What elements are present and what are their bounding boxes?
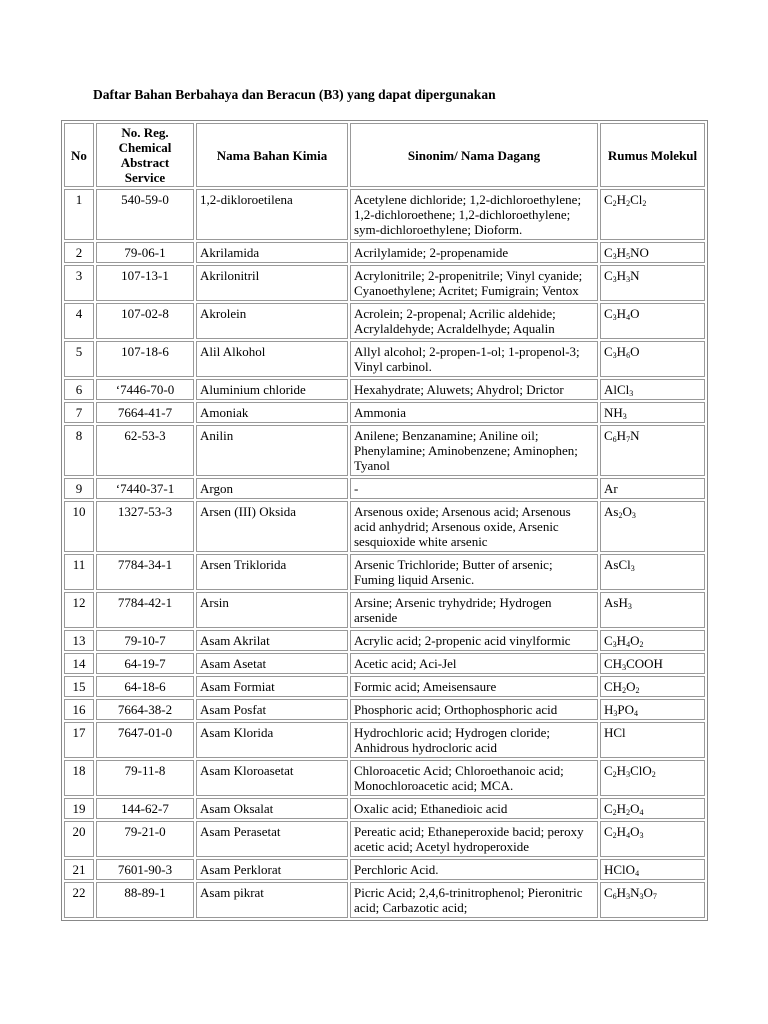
chemical-name-cell: Arsin bbox=[196, 592, 348, 628]
table-row bbox=[64, 189, 705, 240]
row-number-cell: 20 bbox=[64, 821, 94, 857]
document-title: Daftar Bahan Berbahaya dan Beracun (B3) yang dapat dipergunakan bbox=[93, 87, 496, 102]
cas-number-cell: 107-13-1 bbox=[96, 265, 194, 301]
table-row bbox=[64, 402, 705, 423]
synonyms-cell: Hexahydrate; Aluwets; Ahydrol; Drictor bbox=[350, 379, 598, 400]
chemical-name-cell: Asam Asetat bbox=[196, 653, 348, 674]
cas-number-cell: 79-06-1 bbox=[96, 242, 194, 263]
table-row bbox=[64, 653, 705, 674]
synonyms-cell: Pereatic acid; Ethaneperoxide bacid; peroxy acetic acid; Acetyl hydroperoxide bbox=[350, 821, 598, 857]
synonyms-cell: Formic acid; Ameisensaure bbox=[350, 676, 598, 697]
chemical-name-cell: Anilin bbox=[196, 425, 348, 476]
chemical-name-cell: Alil Alkohol bbox=[196, 341, 348, 377]
table-row bbox=[64, 760, 705, 796]
row-number-cell: 21 bbox=[64, 859, 94, 880]
synonyms-cell: Acrolein; 2-propenal; Acrilic aldehide; Acrylaldehyde; Acraldelhyde; Aqualin bbox=[350, 303, 598, 339]
molecular-formula-cell: $C_3H_5NO$ bbox=[600, 242, 705, 263]
molecular-formula-cell: $C_3H_6O$ bbox=[600, 341, 705, 377]
synonyms-cell: Acetylene dichloride; 1,2-dichloroethylene; 1,2-dichloroethene; 1,2-dichloroethylene; sym-dichloroethylene; Dioform. bbox=[350, 189, 598, 240]
header-molecular-formula: Rumus Molekul bbox=[600, 123, 705, 187]
row-number-cell: 11 bbox=[64, 554, 94, 590]
chemical-name-cell: Argon bbox=[196, 478, 348, 499]
cas-number-cell: ‘7446-70-0 bbox=[96, 379, 194, 400]
chemical-name-cell: Arsen Triklorida bbox=[196, 554, 348, 590]
synonyms-cell: Acrylonitrile; 2-propenitrile; Vinyl cyanide; Cyanoethylene; Acritet; Fumigrain; Ventox bbox=[350, 265, 598, 301]
chemical-name-cell: 1,2-dikloroetilena bbox=[196, 189, 348, 240]
synonyms-cell: Picric Acid; 2,4,6-trinitrophenol; Pieronitric acid; Carbazotic acid; bbox=[350, 882, 598, 918]
synonyms-cell: Oxalic acid; Ethanedioic acid bbox=[350, 798, 598, 819]
molecular-formula-cell: $C_3H_4O$ bbox=[600, 303, 705, 339]
molecular-formula-cell: $H_3PO_4$ bbox=[600, 699, 705, 720]
synonyms-cell: Hydrochloric acid; Hydrogen cloride; Anhidrous hydrocloric acid bbox=[350, 722, 598, 758]
row-number-cell: 10 bbox=[64, 501, 94, 552]
row-number-cell: 6 bbox=[64, 379, 94, 400]
row-number-cell: 16 bbox=[64, 699, 94, 720]
row-number-cell: 12 bbox=[64, 592, 94, 628]
cas-number-cell: 79-10-7 bbox=[96, 630, 194, 651]
synonyms-cell: Acetic acid; Aci-Jel bbox=[350, 653, 598, 674]
cas-number-cell: 1327-53-3 bbox=[96, 501, 194, 552]
cas-number-cell: 540-59-0 bbox=[96, 189, 194, 240]
chemical-name-cell: Asam Posfat bbox=[196, 699, 348, 720]
row-number-cell: 22 bbox=[64, 882, 94, 918]
table-row bbox=[64, 554, 705, 590]
header-synonyms: Sinonim/ Nama Dagang bbox=[350, 123, 598, 187]
header-no: No bbox=[64, 123, 94, 187]
cas-number-cell: 7601-90-3 bbox=[96, 859, 194, 880]
chemical-name-cell: Asam Perasetat bbox=[196, 821, 348, 857]
chemical-name-cell: Asam pikrat bbox=[196, 882, 348, 918]
molecular-formula-cell: HClO$_4$ bbox=[600, 859, 705, 880]
molecular-formula-cell: AlCl$_3$ bbox=[600, 379, 705, 400]
synonyms-cell: Ammonia bbox=[350, 402, 598, 423]
table-row bbox=[64, 859, 705, 880]
molecular-formula-cell: $C_2H_2O_4$ bbox=[600, 798, 705, 819]
synonyms-cell: Allyl alcohol; 2-propen-1-ol; 1-propenol-3; Vinyl carbinol. bbox=[350, 341, 598, 377]
table-row bbox=[64, 882, 705, 918]
table-row bbox=[64, 821, 705, 857]
table-header-row bbox=[64, 123, 705, 187]
synonyms-cell: Phosphoric acid; Orthophosphoric acid bbox=[350, 699, 598, 720]
molecular-formula-cell: AsH$_3$ bbox=[600, 592, 705, 628]
row-number-cell: 5 bbox=[64, 341, 94, 377]
chemical-name-cell: Asam Kloroasetat bbox=[196, 760, 348, 796]
table-row bbox=[64, 303, 705, 339]
table-row bbox=[64, 592, 705, 628]
row-number-cell: 15 bbox=[64, 676, 94, 697]
row-number-cell: 14 bbox=[64, 653, 94, 674]
synonyms-cell: Perchloric Acid. bbox=[350, 859, 598, 880]
molecular-formula-cell: $C_2H_2Cl_2$ bbox=[600, 189, 705, 240]
cas-number-cell: 64-18-6 bbox=[96, 676, 194, 697]
table-row bbox=[64, 722, 705, 758]
table-row bbox=[64, 699, 705, 720]
molecular-formula-cell: $C_2H_3ClO_2$ bbox=[600, 760, 705, 796]
row-number-cell: 7 bbox=[64, 402, 94, 423]
row-number-cell: 18 bbox=[64, 760, 94, 796]
cas-number-cell: 79-11-8 bbox=[96, 760, 194, 796]
molecular-formula-cell: $C_6H_3N_3O_7$ bbox=[600, 882, 705, 918]
cas-number-cell: 144-62-7 bbox=[96, 798, 194, 819]
chemical-name-cell: Asam Formiat bbox=[196, 676, 348, 697]
table-row bbox=[64, 242, 705, 263]
synonyms-cell: Anilene; Benzanamine; Aniline oil; Phenylamine; Aminobenzene; Aminophen; Tyanol bbox=[350, 425, 598, 476]
molecular-formula-cell: AsCl$_3$ bbox=[600, 554, 705, 590]
chemical-name-cell: Akrilonitril bbox=[196, 265, 348, 301]
synonyms-cell: Arsine; Arsenic tryhydride; Hydrogen arsenide bbox=[350, 592, 598, 628]
molecular-formula-cell: $CH_2O_2$ bbox=[600, 676, 705, 697]
table-row bbox=[64, 630, 705, 651]
table-row bbox=[64, 341, 705, 377]
synonyms-cell: Arsenic Trichloride; Butter of arsenic; Fuming liquid Arsenic. bbox=[350, 554, 598, 590]
cas-number-cell: 7664-41-7 bbox=[96, 402, 194, 423]
cas-number-cell: 88-89-1 bbox=[96, 882, 194, 918]
chemical-name-cell: Akrilamida bbox=[196, 242, 348, 263]
cas-number-cell: 64-19-7 bbox=[96, 653, 194, 674]
molecular-formula-cell: HCl bbox=[600, 722, 705, 758]
cas-number-cell: 79-21-0 bbox=[96, 821, 194, 857]
chemical-name-cell: Asam Akrilat bbox=[196, 630, 348, 651]
cas-number-cell: 7647-01-0 bbox=[96, 722, 194, 758]
molecular-formula-cell: $C_2H_4O_3$ bbox=[600, 821, 705, 857]
table-body bbox=[64, 189, 705, 918]
header-chemical-name: Nama Bahan Kimia bbox=[196, 123, 348, 187]
molecular-formula-cell: $CH_3COOH$ bbox=[600, 653, 705, 674]
cas-number-cell: 7664-38-2 bbox=[96, 699, 194, 720]
table-row bbox=[64, 501, 705, 552]
molecular-formula-cell: Ar bbox=[600, 478, 705, 499]
synonyms-cell: Acrilylamide; 2-propenamide bbox=[350, 242, 598, 263]
synonyms-cell: Arsenous oxide; Arsenous acid; Arsenous acid anhydrid; Arsenous oxide, Arsenic sesquioxide white arsenic bbox=[350, 501, 598, 552]
chemical-name-cell: Aluminium chloride bbox=[196, 379, 348, 400]
molecular-formula-cell: $C_3H_4O_2$ bbox=[600, 630, 705, 651]
molecular-formula-cell: $C_3H_3N$ bbox=[600, 265, 705, 301]
table-row bbox=[64, 676, 705, 697]
row-number-cell: 17 bbox=[64, 722, 94, 758]
table-row bbox=[64, 425, 705, 476]
header-cas-number: No. Reg. Chemical Abstract Service bbox=[96, 123, 194, 187]
row-number-cell: 3 bbox=[64, 265, 94, 301]
table-row bbox=[64, 265, 705, 301]
chemical-name-cell: Akrolein bbox=[196, 303, 348, 339]
row-number-cell: 1 bbox=[64, 189, 94, 240]
cas-number-cell: 7784-34-1 bbox=[96, 554, 194, 590]
row-number-cell: 19 bbox=[64, 798, 94, 819]
table-row bbox=[64, 798, 705, 819]
table-row bbox=[64, 478, 705, 499]
cas-number-cell: 107-02-8 bbox=[96, 303, 194, 339]
table-row bbox=[64, 379, 705, 400]
synonyms-cell: Chloroacetic Acid; Chloroethanoic acid; Monochloroacetic acid; MCA. bbox=[350, 760, 598, 796]
molecular-formula-cell: $C_6H_7N$ bbox=[600, 425, 705, 476]
row-number-cell: 8 bbox=[64, 425, 94, 476]
cas-number-cell: 7784-42-1 bbox=[96, 592, 194, 628]
chemical-name-cell: Arsen (III) Oksida bbox=[196, 501, 348, 552]
row-number-cell: 13 bbox=[64, 630, 94, 651]
chemical-name-cell: Asam Oksalat bbox=[196, 798, 348, 819]
chemical-name-cell: Amoniak bbox=[196, 402, 348, 423]
row-number-cell: 2 bbox=[64, 242, 94, 263]
chemical-name-cell: Asam Perklorat bbox=[196, 859, 348, 880]
cas-number-cell: 62-53-3 bbox=[96, 425, 194, 476]
molecular-formula-cell: $As_2O_3$ bbox=[600, 501, 705, 552]
row-number-cell: 9 bbox=[64, 478, 94, 499]
synonyms-cell: - bbox=[350, 478, 598, 499]
row-number-cell: 4 bbox=[64, 303, 94, 339]
molecular-formula-cell: $NH_3$ bbox=[600, 402, 705, 423]
chemical-name-cell: Asam Klorida bbox=[196, 722, 348, 758]
cas-number-cell: 107-18-6 bbox=[96, 341, 194, 377]
cas-number-cell: ‘7440-37-1 bbox=[96, 478, 194, 499]
b3-chemicals-table bbox=[61, 120, 708, 921]
synonyms-cell: Acrylic acid; 2-propenic acid vinylformic bbox=[350, 630, 598, 651]
